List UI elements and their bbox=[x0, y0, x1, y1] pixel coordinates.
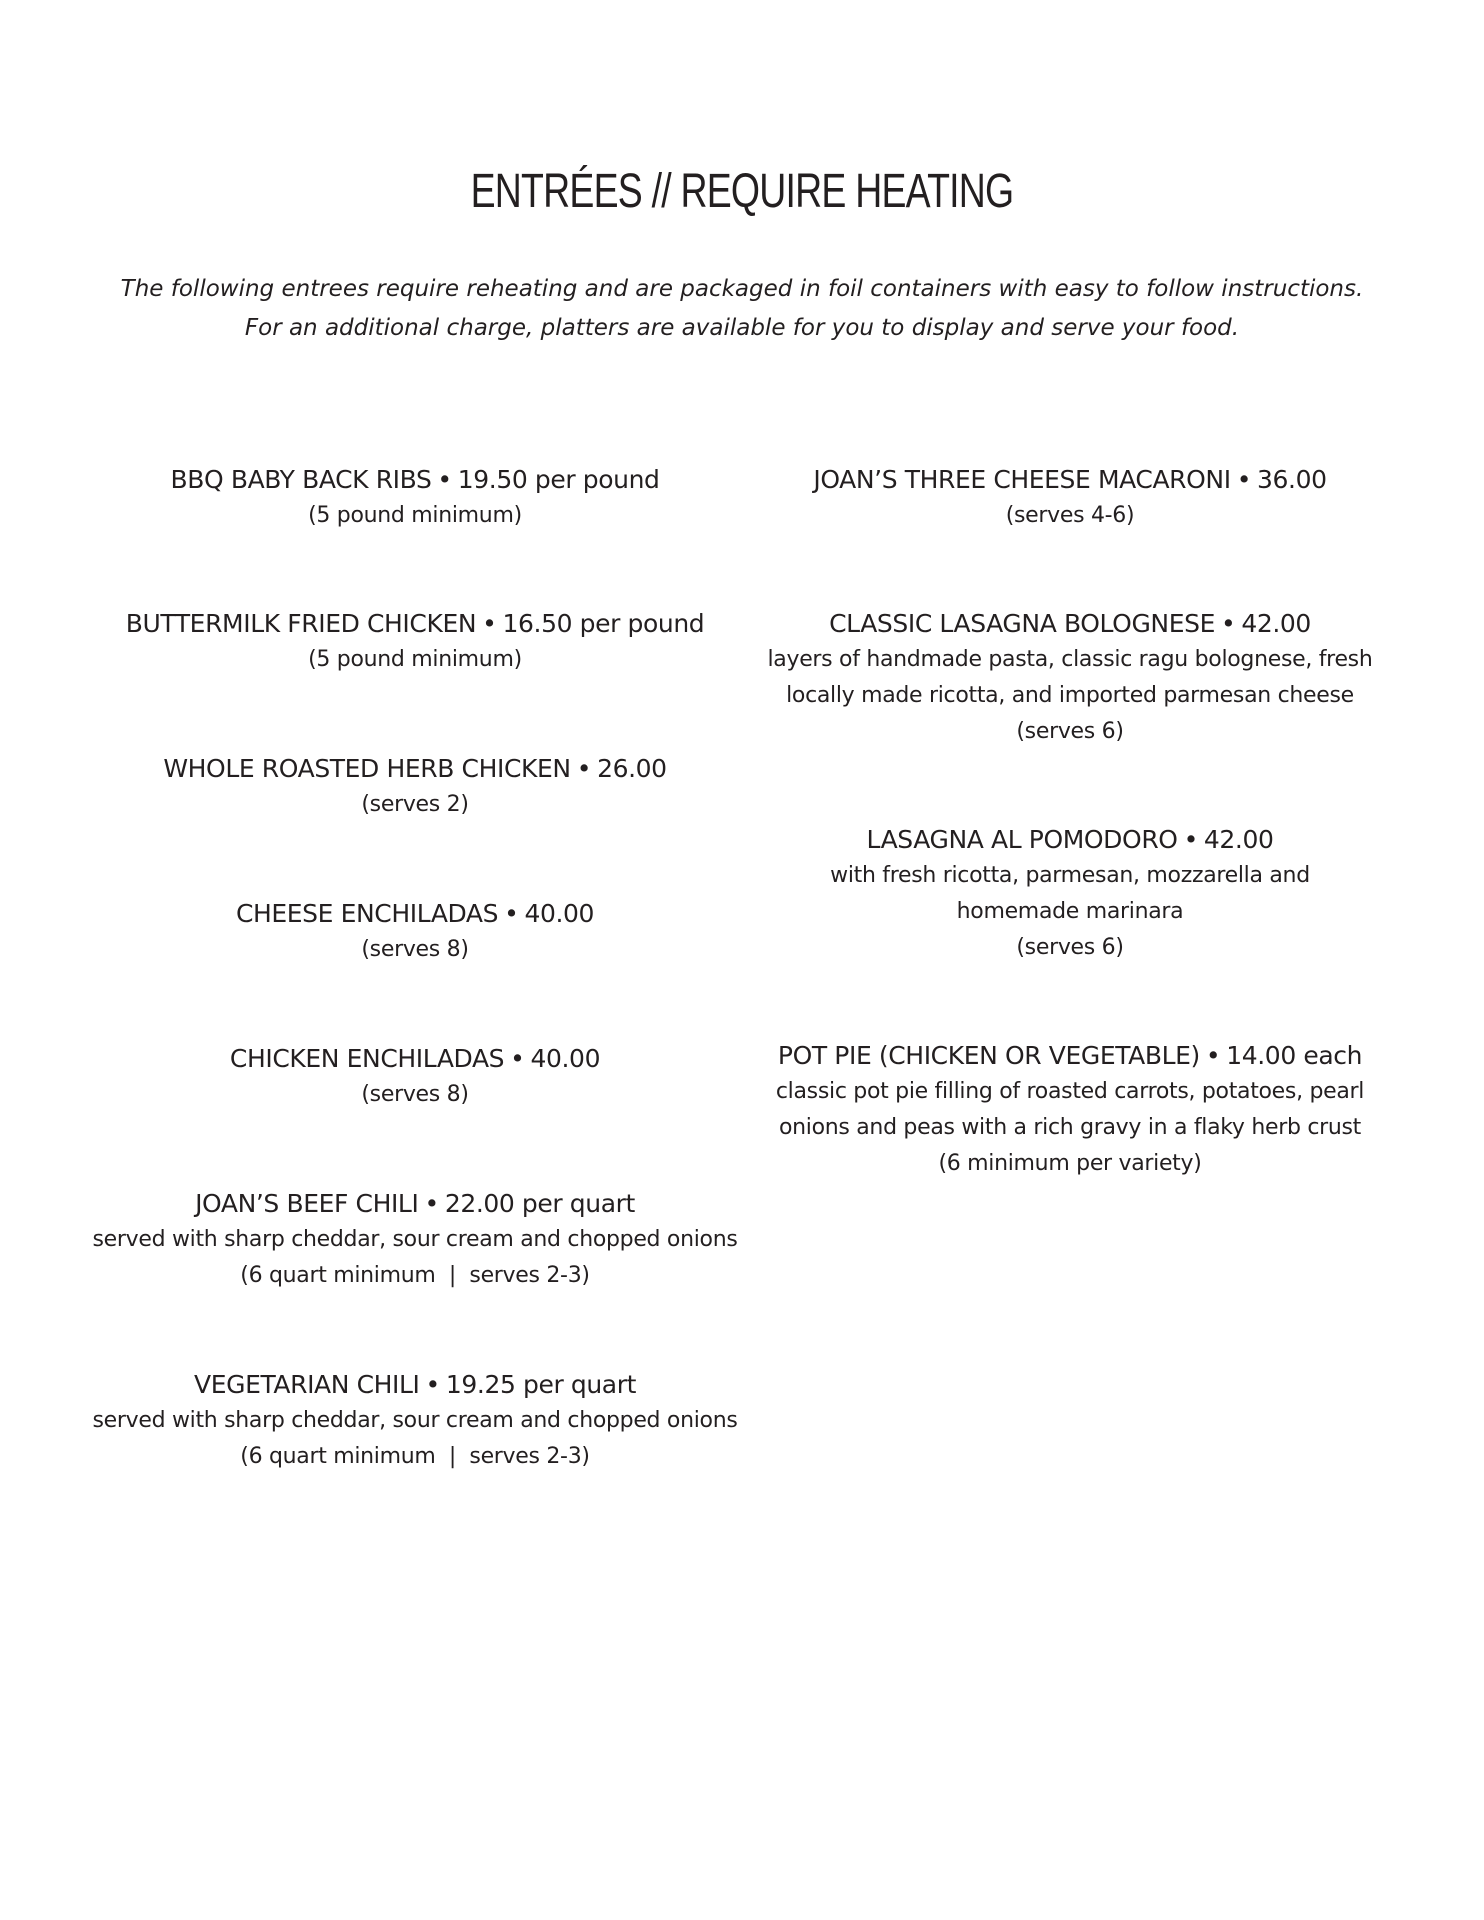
item-title bbox=[90, 1367, 740, 1403]
item-price: 42.00 bbox=[1241, 609, 1311, 638]
item-name: JOAN’S BEEF CHILI bbox=[195, 1189, 419, 1218]
item-detail: served with sharp cheddar, sour cream and chopped onions bbox=[92, 1227, 738, 1252]
item-title bbox=[90, 462, 740, 498]
item-name: VEGETARIAN CHILI bbox=[194, 1370, 420, 1399]
item-name: CHEESE ENCHILADAS bbox=[235, 899, 499, 928]
item-name: BBQ BABY BACK RIBS bbox=[170, 465, 432, 494]
item-title bbox=[90, 606, 740, 642]
item-detail: (6 quart minimum | serves 2-3) bbox=[240, 1444, 590, 1469]
item-price: 36.00 bbox=[1257, 465, 1327, 494]
item-price: 19.25 per quart bbox=[445, 1370, 636, 1399]
item-detail: classic pot pie filling of roasted carrots, potatoes, pearl bbox=[775, 1079, 1365, 1104]
item-name: JOAN’S THREE CHEESE MACARONI bbox=[813, 465, 1231, 494]
item-title bbox=[90, 896, 740, 932]
bullet-separator: • bbox=[504, 899, 519, 928]
menu-item-chicken-enchiladas bbox=[90, 1041, 740, 1113]
intro-line: For an additional charge, platters are available for you to display and serve your food. bbox=[244, 315, 1240, 341]
bullet-separator: • bbox=[437, 465, 452, 494]
bullet-separator: • bbox=[510, 1044, 525, 1073]
item-price: 14.00 each bbox=[1226, 1041, 1363, 1070]
menu-item-whole-roasted-herb-chicken bbox=[90, 751, 740, 823]
menu-item-lasagna-al-pomodoro bbox=[740, 822, 1400, 966]
menu-item-pot-pie bbox=[740, 1038, 1400, 1182]
item-detail: (5 pound minimum) bbox=[308, 647, 522, 672]
menu-item-buttermilk-fried-chicken bbox=[90, 606, 740, 678]
item-title bbox=[740, 606, 1400, 642]
item-detail: (6 minimum per variety) bbox=[938, 1151, 1202, 1176]
item-price: 19.50 per pound bbox=[457, 465, 660, 494]
intro-text bbox=[0, 270, 1484, 348]
menu-item-cheese-enchiladas bbox=[90, 896, 740, 968]
item-detail: onions and peas with a rich gravy in a flaky herb crust bbox=[778, 1115, 1362, 1140]
item-detail: (serves 8) bbox=[361, 937, 469, 962]
item-title bbox=[90, 751, 740, 787]
bullet-separator: • bbox=[1221, 609, 1236, 638]
bullet-separator: • bbox=[576, 754, 592, 783]
bullet-separator: • bbox=[1236, 465, 1252, 494]
bullet-separator: • bbox=[424, 1189, 439, 1218]
item-detail: (6 quart minimum | serves 2-3) bbox=[240, 1263, 590, 1288]
item-name: BUTTERMILK FRIED CHICKEN bbox=[125, 609, 477, 638]
menu-item-vegetarian-chili bbox=[90, 1367, 740, 1475]
item-title bbox=[90, 1041, 740, 1077]
item-name: LASAGNA AL POMODORO bbox=[866, 825, 1178, 854]
item-detail: homemade marinara bbox=[956, 899, 1184, 924]
page-title: ENTRÉES // REQUIRE HEATING bbox=[470, 165, 1014, 218]
menu-item-bbq-baby-back-ribs bbox=[90, 462, 740, 534]
item-name: POT PIE (CHICKEN OR VEGETABLE) bbox=[777, 1041, 1200, 1070]
bullet-separator: • bbox=[1205, 1041, 1221, 1070]
item-detail: layers of handmade pasta, classic ragu bolognese, fresh bbox=[767, 647, 1373, 672]
item-title bbox=[740, 822, 1400, 858]
menu-item-joans-beef-chili bbox=[90, 1186, 740, 1294]
item-title bbox=[740, 1038, 1400, 1074]
item-name: WHOLE ROASTED HERB CHICKEN bbox=[163, 754, 571, 783]
item-detail: (serves 6) bbox=[1016, 935, 1124, 960]
item-price: 16.50 per pound bbox=[502, 609, 705, 638]
item-name: CHICKEN ENCHILADAS bbox=[229, 1044, 505, 1073]
item-detail: (serves 8) bbox=[361, 1082, 469, 1107]
item-detail: locally made ricotta, and imported parmesan cheese bbox=[786, 683, 1354, 708]
item-price: 40.00 bbox=[530, 1044, 601, 1073]
item-price: 40.00 bbox=[524, 899, 595, 928]
bullet-separator: • bbox=[482, 609, 497, 638]
item-price: 26.00 bbox=[597, 754, 667, 783]
item-price: 22.00 per quart bbox=[444, 1189, 635, 1218]
item-title bbox=[90, 1186, 740, 1222]
menu-item-classic-lasagna-bolognese bbox=[740, 606, 1400, 750]
bullet-separator: • bbox=[1183, 825, 1198, 854]
item-detail: (serves 4-6) bbox=[1005, 503, 1135, 528]
item-title bbox=[740, 462, 1400, 498]
item-price: 42.00 bbox=[1203, 825, 1274, 854]
bullet-separator: • bbox=[425, 1370, 440, 1399]
item-detail: served with sharp cheddar, sour cream and chopped onions bbox=[92, 1408, 738, 1433]
item-detail: (serves 2) bbox=[361, 792, 469, 817]
item-name: CLASSIC LASAGNA BOLOGNESE bbox=[829, 609, 1215, 638]
intro-line: The following entrees require reheating and are packaged in foil containers with easy to follow instructions. bbox=[120, 276, 1364, 302]
item-detail: (5 pound minimum) bbox=[308, 503, 522, 528]
item-detail: (serves 6) bbox=[1016, 719, 1124, 744]
menu-item-three-cheese-macaroni bbox=[740, 462, 1400, 534]
item-detail: with fresh ricotta, parmesan, mozzarella and bbox=[830, 863, 1310, 888]
